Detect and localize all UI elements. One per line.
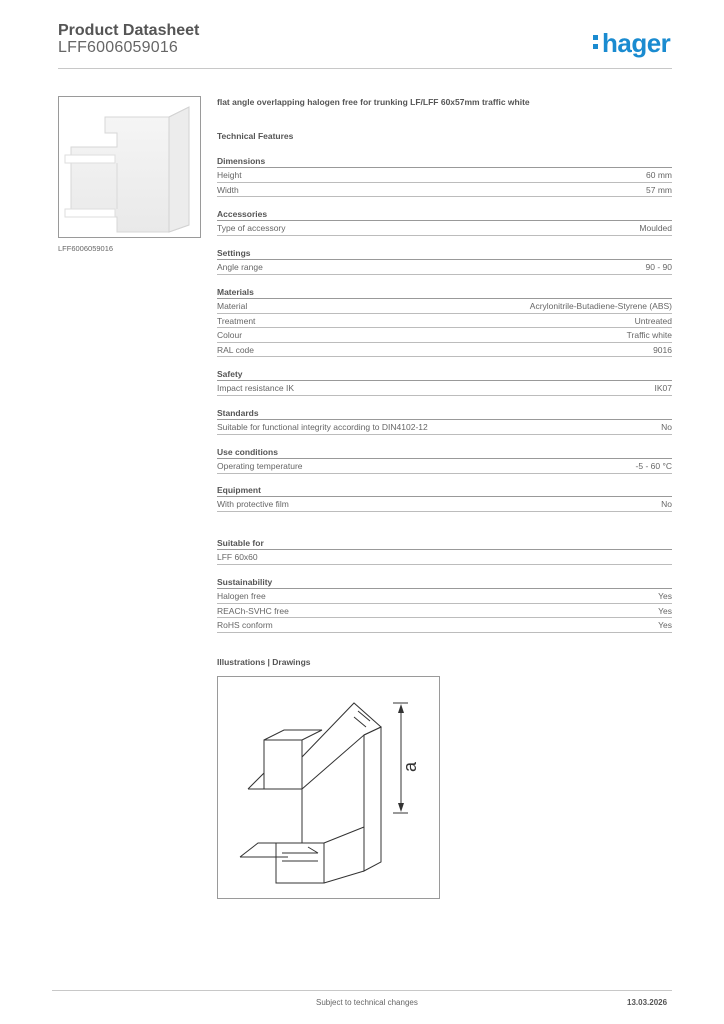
row-value: Yes [658, 620, 672, 630]
table-row [217, 314, 672, 329]
table-row [217, 328, 672, 343]
photo-caption: LFF6006059016 [58, 244, 114, 253]
illustrations-title: Illustrations | Drawings [217, 657, 311, 667]
row-label: RAL code [217, 344, 255, 355]
row-label: LFF 60x60 [217, 552, 258, 562]
row-value: Yes [658, 591, 672, 601]
section-materials [217, 285, 672, 357]
row-label: Width [217, 184, 239, 195]
footer-note: Subject to technical changes [316, 998, 418, 1007]
row-label: Suitable for functional integrity according to DIN4102-12 [217, 422, 428, 432]
table-row [217, 260, 672, 275]
row-label: Angle range [217, 262, 263, 272]
section-dimensions [217, 154, 672, 197]
table-row [217, 381, 672, 396]
row-value: Acrylonitrile-Butadiene-Styrene (ABS) [529, 301, 672, 311]
row-value: Yes [658, 605, 672, 616]
product-code: LFF6006059016 [58, 39, 179, 56]
table-row [217, 183, 672, 198]
row-value: Moulded [639, 223, 672, 233]
footer-date: 13.03.2026 [627, 998, 668, 1007]
row-value: No [661, 422, 672, 432]
page-title: Product Datasheet [58, 22, 200, 39]
row-label: RoHS conform [217, 620, 273, 630]
section-title: Sustainability [217, 575, 672, 589]
product-description: flat angle overlapping halogen free for trunking LF/LFF 60x57mm traffic white [217, 97, 530, 107]
row-label: REACh-SVHC free [217, 605, 289, 616]
table-row [217, 420, 672, 435]
section-title: Settings [217, 246, 672, 260]
table-row [217, 459, 672, 474]
row-value: Untreated [634, 315, 672, 326]
row-value: 60 mm [646, 170, 672, 180]
section-accessories [217, 207, 672, 236]
product-photo-image [59, 97, 200, 237]
row-label: Type of accessory [217, 223, 286, 233]
footer-divider [52, 990, 672, 991]
row-label: Impact resistance IK [217, 383, 295, 393]
section-settings [217, 246, 672, 275]
row-label: Colour [217, 330, 243, 340]
hager-logo [593, 28, 670, 59]
row-value: -5 - 60 °C [635, 461, 672, 471]
table-row [217, 299, 672, 314]
row-value: 57 mm [646, 184, 672, 195]
section-equipment [217, 483, 672, 512]
section-suitable-for [217, 536, 672, 565]
section-title: Dimensions [217, 154, 672, 168]
table-row [217, 589, 672, 604]
section-title: Standards [217, 406, 672, 420]
technical-drawing-image [218, 677, 439, 898]
logo-text: hager [602, 28, 671, 58]
section-title: Suitable for [217, 536, 672, 550]
technical-drawing [217, 676, 440, 899]
table-row [217, 221, 672, 236]
table-row [217, 618, 672, 633]
row-label: Treatment [217, 315, 256, 326]
technical-features-title: Technical Features [217, 131, 294, 141]
header-divider [58, 68, 672, 69]
row-value: No [661, 499, 672, 509]
table-row [217, 343, 672, 358]
row-value: 90 - 90 [645, 262, 672, 272]
row-value: 9016 [653, 344, 672, 355]
row-label: Material [217, 301, 248, 311]
section-safety [217, 367, 672, 396]
row-label: Height [217, 170, 242, 180]
row-label: With protective film [217, 499, 289, 509]
table-row [217, 550, 672, 565]
section-title: Accessories [217, 207, 672, 221]
section-title: Safety [217, 367, 672, 381]
row-label: Operating temperature [217, 461, 303, 471]
product-photo [58, 96, 201, 238]
section-title: Equipment [217, 483, 672, 497]
table-row [217, 168, 672, 183]
section-title: Use conditions [217, 445, 672, 459]
row-label: Halogen free [217, 591, 266, 601]
dimension-label-a: a [400, 761, 420, 773]
row-value: IK07 [654, 383, 672, 393]
table-row [217, 604, 672, 619]
row-value: Traffic white [626, 330, 672, 340]
table-row [217, 497, 672, 512]
logo-dots-icon [593, 33, 599, 51]
section-use-conditions [217, 445, 672, 474]
section-sustainability [217, 575, 672, 633]
section-standards [217, 406, 672, 435]
section-title: Materials [217, 285, 672, 299]
